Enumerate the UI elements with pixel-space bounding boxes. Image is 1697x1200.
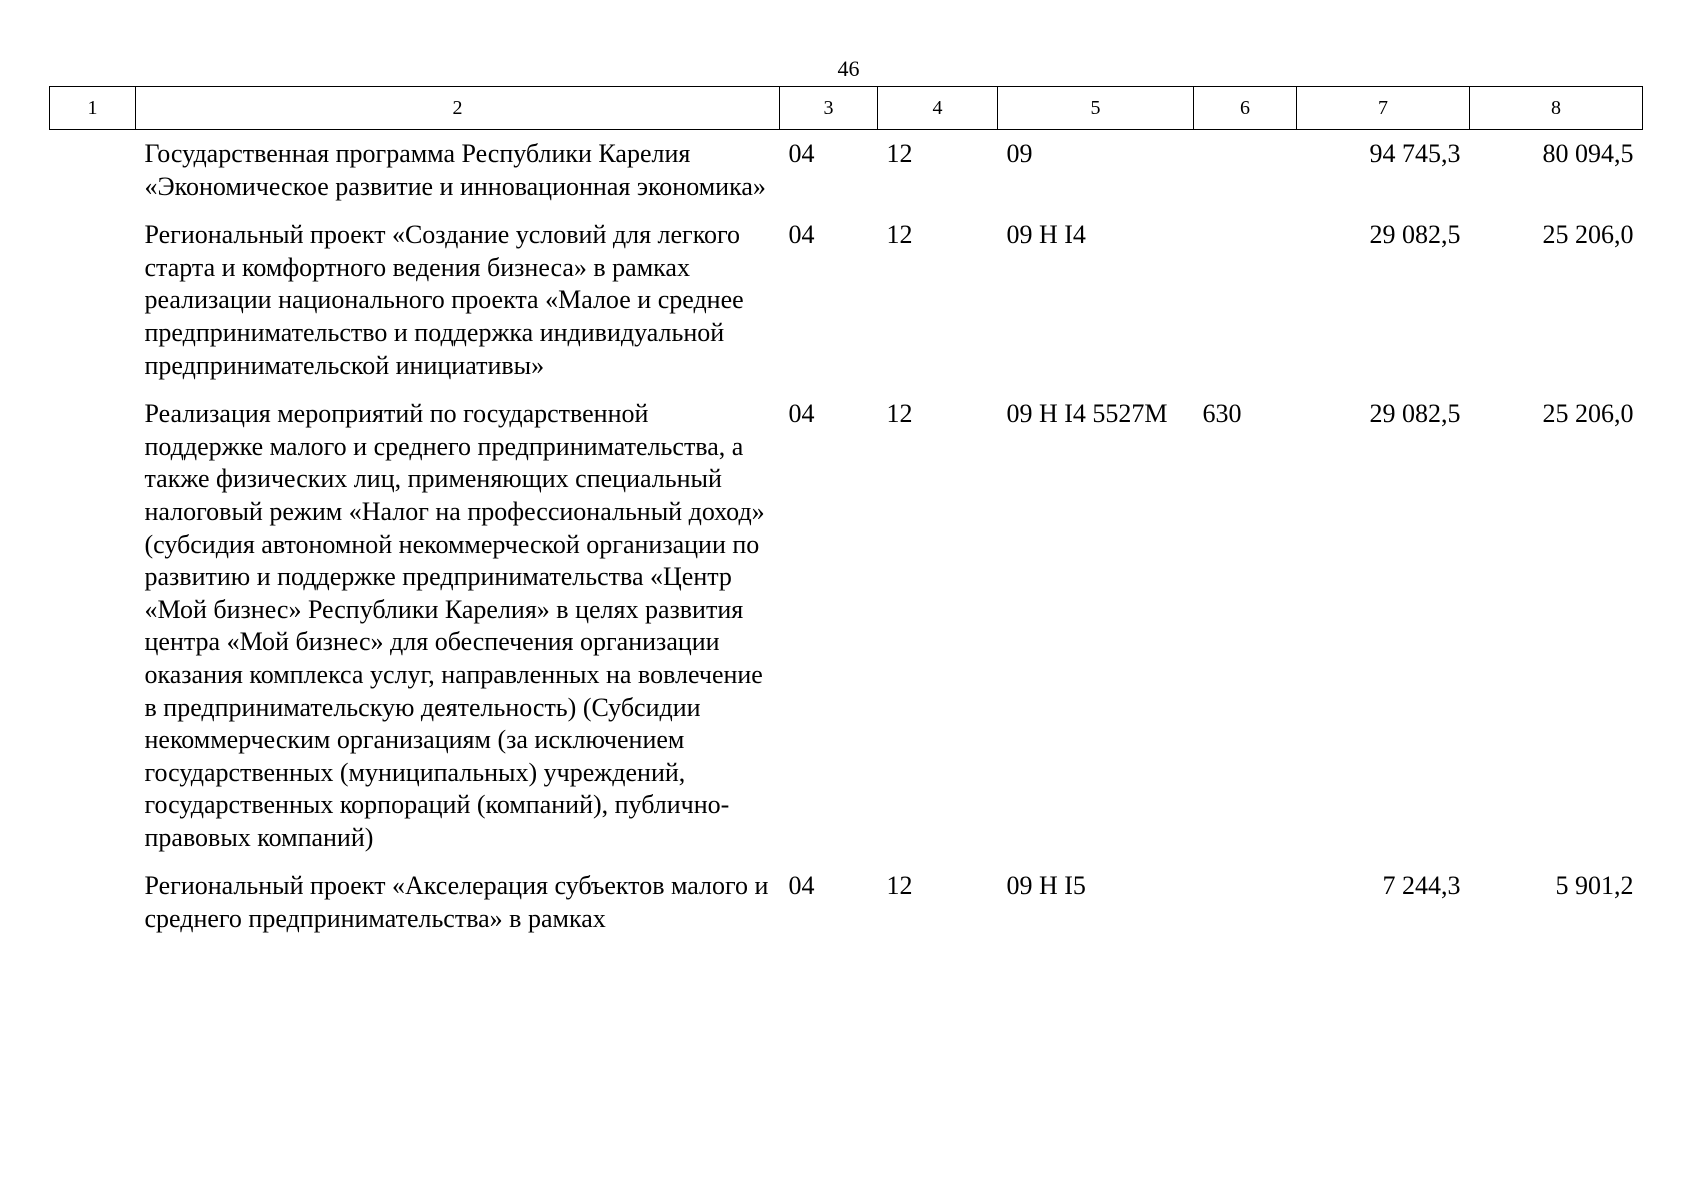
budget-table [49,86,1643,952]
expense-type-code: 630 [1202,399,1242,429]
header-row [50,87,1643,130]
amount-col7: 7 244,3 [1382,871,1461,901]
column-header-1: 1 [50,87,136,130]
subsection-code: 12 [886,399,913,429]
page-number: 46 [837,56,860,81]
column-header-3: 3 [780,87,878,130]
target-article-code: 09 Н I5 [1006,871,1086,901]
row-number-cell [50,870,136,951]
row-number-cell [50,130,136,220]
row-number-cell [50,398,136,870]
row-name: Государственная программа Республики Карелия «Экономическое развитие и инновационная экономика» [144,139,766,201]
column-header-2: 2 [136,87,780,130]
target-article-code: 09 Н I4 [1006,220,1086,250]
subsection-code: 12 [886,871,913,901]
column-header-7: 7 [1297,87,1470,130]
row-number-cell [50,219,136,398]
column-header-4: 4 [878,87,998,130]
table-row [50,398,1643,870]
amount-col8: 5 901,2 [1555,871,1634,901]
amount-col7: 29 082,5 [1369,399,1461,429]
subsection-code: 12 [886,220,913,250]
table-row [50,130,1643,220]
row-name: Региональный проект «Создание условий для легкого старта и комфортного ведения бизнеса» в рамках реализации национального проекта «Малое и среднее предпринимательство и поддержка индивидуальной предпринимательской инициативы» [144,220,744,380]
table-row [50,870,1643,951]
section-code: 04 [788,220,815,250]
column-header-6: 6 [1194,87,1297,130]
subsection-code: 12 [886,139,913,168]
amount-col7: 94 745,3 [1369,139,1461,168]
section-code: 04 [788,139,815,168]
section-code: 04 [788,399,815,429]
section-code: 04 [788,871,815,901]
target-article-code: 09 [1006,139,1033,168]
amount-col8: 25 206,0 [1542,399,1634,429]
amount-col8: 80 094,5 [1542,139,1634,168]
row-name: Реализация мероприятий по государственной поддержке малого и среднего предпринимательства, а также физических лиц, применяющих специальный налоговый режим «Налог на профессиональный доход» (субсидия автономной некоммерческой организации по развитию и поддержке предпринимательства «Центр «Мой бизнес» Республики Карелия» в целях развития центра «Мой бизнес» для обеспечения организации оказания комплекса услуг, направленных на вовлечение в предпринимательскую деятельность) (Субсидии некоммерческим организациям (за исключением государственных (муниципальных) учреждений, государственных корпораций (компаний), публично-правовых компаний) [144,399,765,852]
amount-col7: 29 082,5 [1369,220,1461,250]
expense-type-code [1194,870,1297,951]
row-name: Региональный проект «Акселерация субъектов малого и среднего предпринимательства» в рамках [144,871,769,934]
amount-col8: 25 206,0 [1542,220,1634,250]
column-header-8: 8 [1470,87,1643,130]
target-article-code: 09 Н I4 5527М [1006,399,1168,429]
table-row [50,219,1643,398]
expense-type-code [1194,130,1297,220]
column-header-5: 5 [998,87,1194,130]
expense-type-code [1194,219,1297,398]
